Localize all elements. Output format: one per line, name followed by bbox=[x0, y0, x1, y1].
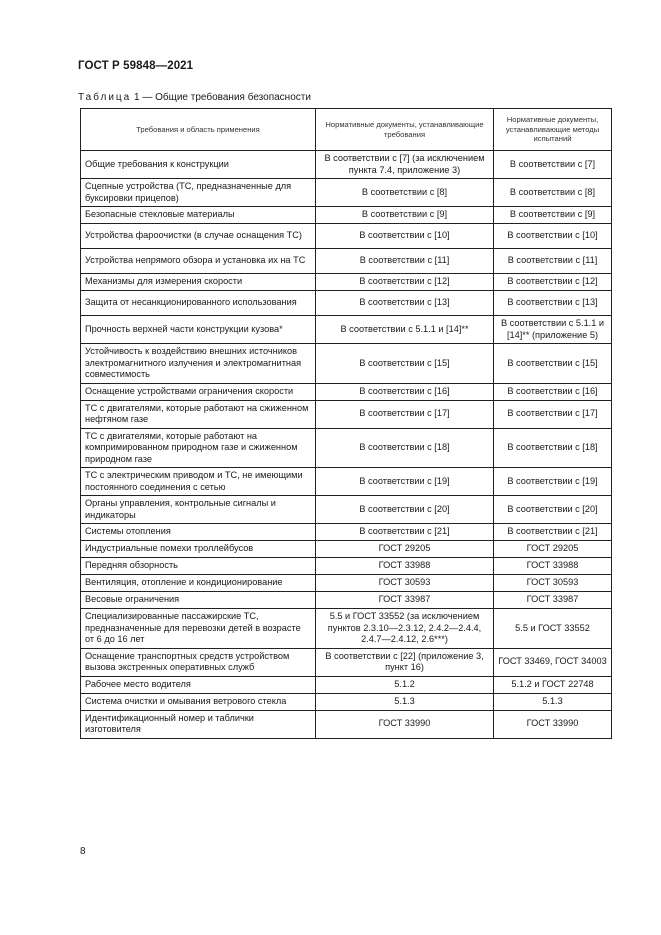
test-method-doc-cell: ГОСТ 33988 bbox=[494, 558, 612, 575]
table-row bbox=[81, 524, 612, 541]
test-method-doc-cell: В соответствии с [16] bbox=[494, 383, 612, 400]
requirement-doc-cell: В соответствии с [7] (за исключением пункта 7.4, приложение 3) bbox=[316, 151, 494, 179]
table-row bbox=[81, 468, 612, 496]
requirement-doc-cell: ГОСТ 33988 bbox=[316, 558, 494, 575]
requirement-cell: Устройства непрямого обзора и установка их на ТС bbox=[81, 249, 316, 274]
column-header: Нормативные документы, устанавливающие требования bbox=[316, 109, 494, 151]
caption-prefix: Таблица bbox=[78, 92, 132, 103]
column-header: Нормативные документы, устанавливающие методы испытаний bbox=[494, 109, 612, 151]
test-method-doc-cell: ГОСТ 33469, ГОСТ 34003 bbox=[494, 648, 612, 676]
requirement-doc-cell: В соответствии с [12] bbox=[316, 274, 494, 291]
requirement-cell: Весовые ограничения bbox=[81, 592, 316, 609]
requirement-cell: Устройства фароочистки (в случае оснащения ТС) bbox=[81, 224, 316, 249]
table-row bbox=[81, 676, 612, 693]
table-row bbox=[81, 316, 612, 344]
test-method-doc-cell: В соответствии с [12] bbox=[494, 274, 612, 291]
requirement-doc-cell: ГОСТ 29205 bbox=[316, 541, 494, 558]
test-method-doc-cell: 5.1.3 bbox=[494, 693, 612, 710]
table-caption bbox=[78, 92, 311, 103]
test-method-doc-cell: В соответствии с [7] bbox=[494, 151, 612, 179]
requirement-doc-cell: В соответствии с [18] bbox=[316, 428, 494, 468]
table-row bbox=[81, 207, 612, 224]
requirement-doc-cell: ГОСТ 33987 bbox=[316, 592, 494, 609]
requirement-doc-cell: В соответствии с [22] (приложение 3, пункт 16) bbox=[316, 648, 494, 676]
test-method-doc-cell: В соответствии с [17] bbox=[494, 400, 612, 428]
table-row bbox=[81, 710, 612, 738]
requirement-cell: Вентиляция, отопление и кондиционирование bbox=[81, 575, 316, 592]
requirement-cell: Индустриальные помехи троллейбусов bbox=[81, 541, 316, 558]
requirement-cell: ТС с электрическим приводом и ТС, не имеющими постоянного соединения с сетью bbox=[81, 468, 316, 496]
table-row bbox=[81, 151, 612, 179]
table-row bbox=[81, 291, 612, 316]
table-row bbox=[81, 592, 612, 609]
page-number: 8 bbox=[80, 846, 86, 857]
table-row bbox=[81, 496, 612, 524]
requirement-cell: Оснащение транспортных средств устройством вызова экстренных оперативных служб bbox=[81, 648, 316, 676]
test-method-doc-cell: 5.5 и ГОСТ 33552 bbox=[494, 609, 612, 649]
requirement-cell: ТС с двигателями, которые работают на сжиженном нефтяном газе bbox=[81, 400, 316, 428]
test-method-doc-cell: В соответствии с [18] bbox=[494, 428, 612, 468]
requirement-cell: Защита от несанкционированного использования bbox=[81, 291, 316, 316]
requirement-cell: Сцепные устройства (ТС, предназначенные для буксировки прицепов) bbox=[81, 179, 316, 207]
table-row bbox=[81, 274, 612, 291]
requirement-cell: Общие требования к конструкции bbox=[81, 151, 316, 179]
requirement-cell: Передняя обзорность bbox=[81, 558, 316, 575]
column-header: Требования и область применения bbox=[81, 109, 316, 151]
requirement-doc-cell: В соответствии с [15] bbox=[316, 344, 494, 384]
test-method-doc-cell: ГОСТ 29205 bbox=[494, 541, 612, 558]
requirement-doc-cell: 5.1.2 bbox=[316, 676, 494, 693]
requirement-doc-cell: В соответствии с [21] bbox=[316, 524, 494, 541]
test-method-doc-cell: В соответствии с 5.1.1 и [14]** (приложение 5) bbox=[494, 316, 612, 344]
requirement-doc-cell: В соответствии с [20] bbox=[316, 496, 494, 524]
requirement-doc-cell: В соответствии с [17] bbox=[316, 400, 494, 428]
requirement-doc-cell: В соответствии с [19] bbox=[316, 468, 494, 496]
safety-requirements-table bbox=[80, 108, 612, 739]
test-method-doc-cell: В соответствии с [20] bbox=[494, 496, 612, 524]
test-method-doc-cell: В соответствии с [15] bbox=[494, 344, 612, 384]
table-row bbox=[81, 558, 612, 575]
test-method-doc-cell: В соответствии с [9] bbox=[494, 207, 612, 224]
test-method-doc-cell: В соответствии с [19] bbox=[494, 468, 612, 496]
test-method-doc-cell: В соответствии с [11] bbox=[494, 249, 612, 274]
test-method-doc-cell: В соответствии с [13] bbox=[494, 291, 612, 316]
table-row bbox=[81, 428, 612, 468]
requirement-cell: Механизмы для измерения скорости bbox=[81, 274, 316, 291]
requirement-cell: Система очистки и омывания ветрового стекла bbox=[81, 693, 316, 710]
document-header: ГОСТ Р 59848—2021 bbox=[78, 60, 194, 72]
table-row bbox=[81, 400, 612, 428]
requirement-cell: Устойчивость к воздействию внешних источников электромагнитного излучения и электромагнитная совместимость bbox=[81, 344, 316, 384]
table-row bbox=[81, 609, 612, 649]
caption-text: 1 — Общие требования безопасности bbox=[131, 92, 311, 103]
requirement-doc-cell: В соответствии с [8] bbox=[316, 179, 494, 207]
requirement-doc-cell: В соответствии с [16] bbox=[316, 383, 494, 400]
requirement-cell: Прочность верхней части конструкции кузова* bbox=[81, 316, 316, 344]
requirement-cell: ТС с двигателями, которые работают на компримированном природном газе и сжиженном природном газе bbox=[81, 428, 316, 468]
test-method-doc-cell: В соответствии с [8] bbox=[494, 179, 612, 207]
table-header-row bbox=[81, 109, 612, 151]
requirement-doc-cell: ГОСТ 33990 bbox=[316, 710, 494, 738]
requirement-doc-cell: В соответствии с 5.1.1 и [14]** bbox=[316, 316, 494, 344]
requirement-doc-cell: В соответствии с [9] bbox=[316, 207, 494, 224]
table-row bbox=[81, 648, 612, 676]
requirement-cell: Оснащение устройствами ограничения скорости bbox=[81, 383, 316, 400]
requirement-cell: Рабочее место водителя bbox=[81, 676, 316, 693]
requirement-doc-cell: 5.1.3 bbox=[316, 693, 494, 710]
requirement-doc-cell: В соответствии с [10] bbox=[316, 224, 494, 249]
requirement-cell: Идентификационный номер и таблички изготовителя bbox=[81, 710, 316, 738]
table-row bbox=[81, 383, 612, 400]
table-row bbox=[81, 541, 612, 558]
test-method-doc-cell: 5.1.2 и ГОСТ 22748 bbox=[494, 676, 612, 693]
table-row bbox=[81, 224, 612, 249]
requirement-doc-cell: ГОСТ 30593 bbox=[316, 575, 494, 592]
requirement-doc-cell: 5.5 и ГОСТ 33552 (за исключением пунктов 2.3.10—2.3.12, 2.4.2—2.4.4, 2.4.7—2.4.12, 2.6***) bbox=[316, 609, 494, 649]
requirement-cell: Системы отопления bbox=[81, 524, 316, 541]
table-row bbox=[81, 249, 612, 274]
requirement-cell: Безопасные стекловые материалы bbox=[81, 207, 316, 224]
table-row bbox=[81, 693, 612, 710]
test-method-doc-cell: В соответствии с [10] bbox=[494, 224, 612, 249]
test-method-doc-cell: ГОСТ 33987 bbox=[494, 592, 612, 609]
requirement-cell: Органы управления, контрольные сигналы и индикаторы bbox=[81, 496, 316, 524]
test-method-doc-cell: ГОСТ 33990 bbox=[494, 710, 612, 738]
requirement-cell: Специализированные пассажирские ТС, предназначенные для перевозки детей в возрасте от 6 до 16 лет bbox=[81, 609, 316, 649]
table-row bbox=[81, 575, 612, 592]
requirement-doc-cell: В соответствии с [11] bbox=[316, 249, 494, 274]
requirement-doc-cell: В соответствии с [13] bbox=[316, 291, 494, 316]
test-method-doc-cell: ГОСТ 30593 bbox=[494, 575, 612, 592]
table-row bbox=[81, 344, 612, 384]
table-row bbox=[81, 179, 612, 207]
test-method-doc-cell: В соответствии с [21] bbox=[494, 524, 612, 541]
